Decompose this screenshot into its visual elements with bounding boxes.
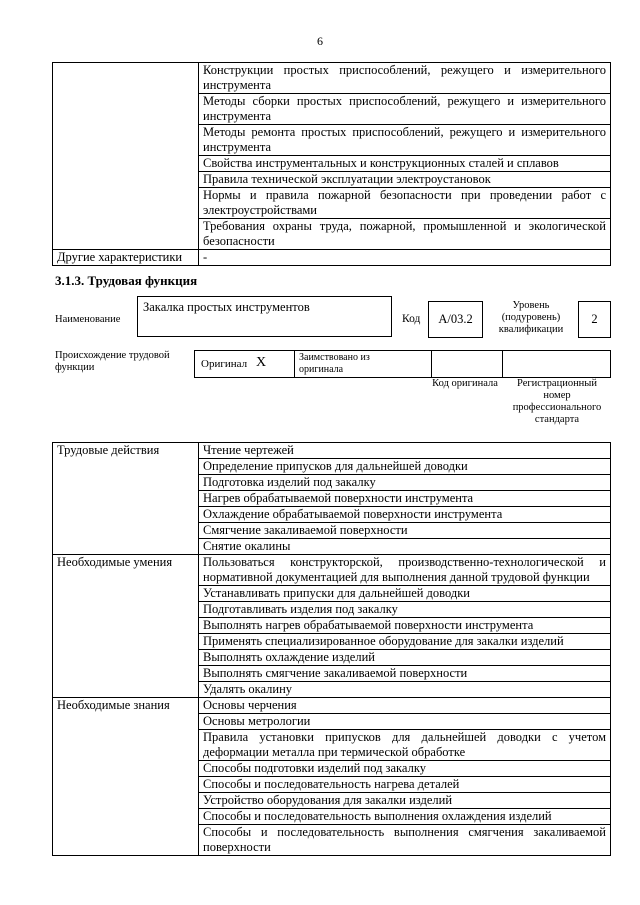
table-cell: Удалять окалину: [199, 682, 611, 698]
table-row: [53, 63, 611, 94]
table-cell: Выполнять смягчение закаливаемой поверхности: [199, 666, 611, 682]
table-cell: Методы ремонта простых приспособлений, режущего и измерительного инструмента: [199, 125, 611, 156]
level-value-box: [578, 301, 611, 338]
table-cell: Способы и последовательность нагрева деталей: [199, 777, 611, 793]
table-cell: Чтение чертежей: [199, 443, 611, 459]
registration-number-caption: Регистрационный номер профессионального стандарта: [512, 378, 602, 425]
group-label: Трудовые действия: [53, 443, 199, 555]
table-cell-label: [53, 63, 199, 250]
group-label: Необходимые знания: [53, 698, 199, 856]
original-label: Оригинал: [201, 358, 248, 370]
table-row: [53, 250, 611, 266]
table-cell: Способы и последовательность выполнения смягчения закаливаемой поверхности: [199, 825, 611, 856]
table-cell: Правила установки припусков для дальнейшей доводки с учетом деформации металла при термической обработке: [199, 730, 611, 761]
name-label: Наименование: [55, 314, 121, 325]
origin-row: [194, 350, 611, 378]
borrowed-label: Заимствовано из оригинала: [299, 352, 370, 375]
code-value-box: [428, 301, 483, 338]
table-cell: Основы метрологии: [199, 714, 611, 730]
origin-label: Происхождение трудовой функции: [55, 350, 170, 373]
table-cell: Смягчение закаливаемой поверхности: [199, 523, 611, 539]
page-number: 6: [317, 34, 323, 48]
table-cell: Охлаждение обрабатываемой поверхности инструмента: [199, 507, 611, 523]
table-cell: Подготавливать изделия под закалку: [199, 602, 611, 618]
other-characteristics-value: -: [199, 250, 611, 266]
code-value: А/03.2: [438, 312, 473, 326]
code-original-cell: [431, 351, 503, 377]
table-cell: Применять специализированное оборудование для закалки изделий: [199, 634, 611, 650]
original-cell: [195, 351, 295, 377]
table-cell: Основы черчения: [199, 698, 611, 714]
table-row: [53, 555, 611, 586]
name-value-box: [137, 296, 392, 337]
table-cell: Способы подготовки изделий под закалку: [199, 761, 611, 777]
table-cell: Выполнять охлаждение изделий: [199, 650, 611, 666]
table-cell: Свойства инструментальных и конструкционных сталей и сплавов: [199, 156, 611, 172]
labor-function-table: [52, 442, 611, 856]
name-value: Закалка простых инструментов: [143, 300, 310, 314]
original-mark: X: [256, 355, 267, 370]
level-label: Уровень (подуровень) квалификации: [498, 300, 564, 335]
table-cell: Требования охраны труда, пожарной, промышленной и экологической безопасности: [199, 219, 611, 250]
table-row: [53, 443, 611, 459]
table-cell: Правила технической эксплуатации электроустановок: [199, 172, 611, 188]
code-original-caption: Код оригинала: [432, 378, 498, 389]
other-characteristics-label: Другие характеристики: [53, 250, 199, 266]
group-label: Необходимые умения: [53, 555, 199, 698]
table-cell: Способы и последовательность выполнения охлаждения изделий: [199, 809, 611, 825]
table-cell: Конструкции простых приспособлений, режущего и измерительного инструмента: [199, 63, 611, 94]
table-cell: Определение припусков для дальнейшей доводки: [199, 459, 611, 475]
borrowed-cell: [294, 351, 432, 377]
table-cell: Снятие окалины: [199, 539, 611, 555]
table-cell: Подготовка изделий под закалку: [199, 475, 611, 491]
table-cell: Методы сборки простых приспособлений, режущего и измерительного инструмента: [199, 94, 611, 125]
table-cell: Нормы и правила пожарной безопасности при проведении работ с электроустройствами: [199, 188, 611, 219]
section-title: 3.1.3. Трудовая функция: [55, 273, 198, 288]
table-cell: Пользоваться конструкторской, производственно-технологической и нормативной документацией для выполнения данной трудовой функции: [199, 555, 611, 586]
table-cell: Устанавливать припуски для дальнейшей доводки: [199, 586, 611, 602]
table-cell: Выполнять нагрев обрабатываемой поверхности инструмента: [199, 618, 611, 634]
table-cell: Устройство оборудования для закалки изделий: [199, 793, 611, 809]
table-cell: Нагрев обрабатываемой поверхности инструмента: [199, 491, 611, 507]
level-value: 2: [591, 312, 598, 326]
code-label: Код: [402, 313, 421, 325]
knowledge-continuation-table: [52, 62, 611, 266]
table-row: [53, 698, 611, 714]
